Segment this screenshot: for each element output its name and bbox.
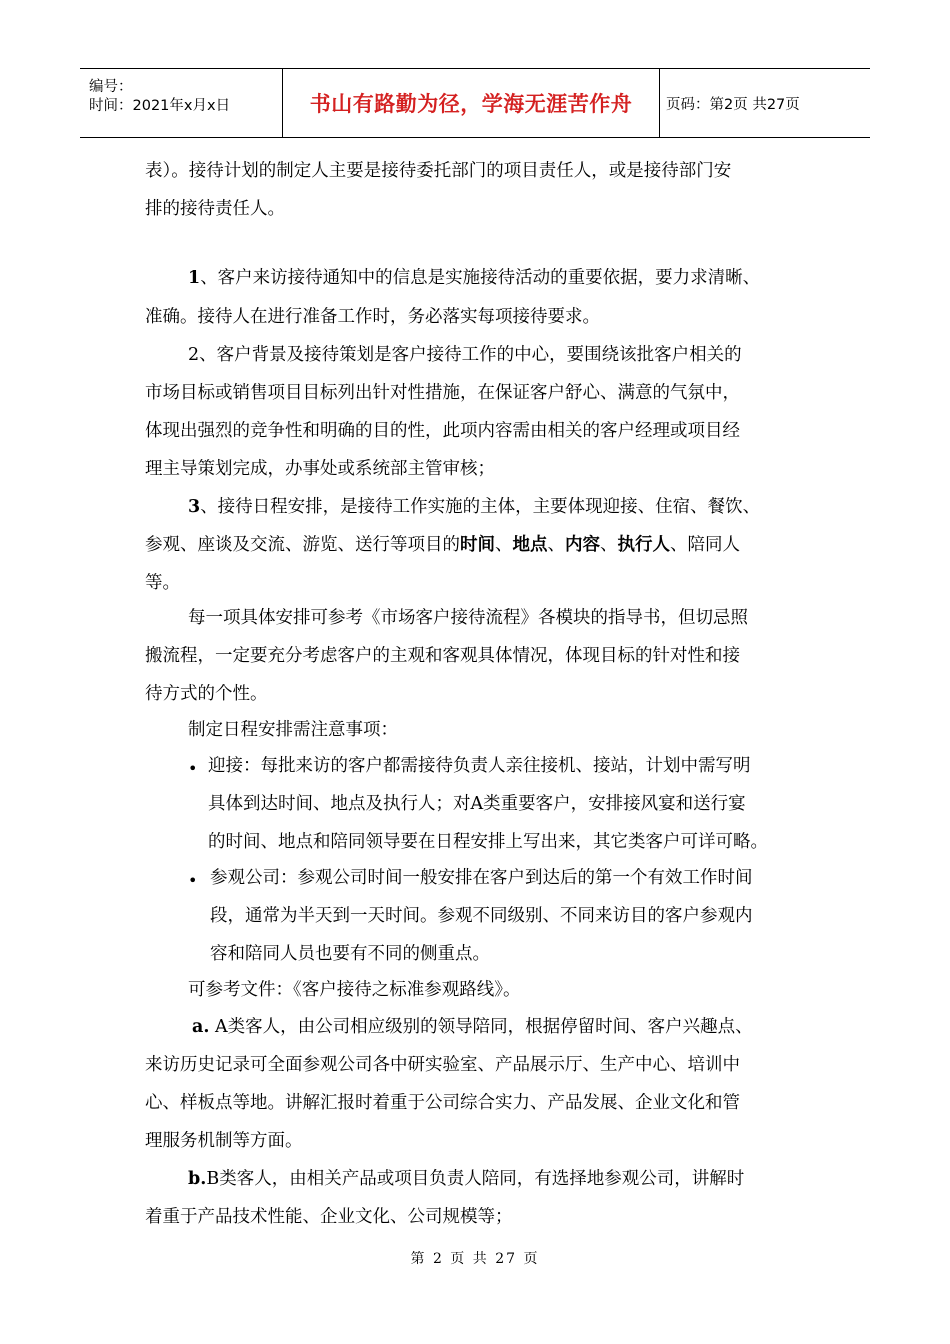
body-line: 等。: [145, 573, 180, 593]
body-line: 表）。接待计划的制定人主要是接待委托部门的项目责任人，或是接待部门安: [145, 161, 732, 181]
bullet-icon: •: [188, 871, 198, 890]
body-line: 待方式的个性。: [145, 684, 268, 704]
bullet1-line: 具体到达时间、地点及执行人；对A类重要客户，安排接风宴和送行宴: [208, 794, 746, 814]
doc-number-label: 编号：: [89, 79, 133, 95]
class-b-line: b.B类客人，由相关产品或项目负责人陪同，有选择地参观公司，讲解时: [188, 1169, 745, 1189]
header-meta-cell: [80, 69, 283, 137]
bullet1-line: 的时间、地点和陪同领导要在日程安排上写出来，其它类客户可详可略。: [208, 832, 768, 852]
class-a-label: a.: [192, 1017, 210, 1037]
item1-line: 1、客户来访接待通知中的信息是实施接待活动的重要依据，要力求清晰、: [188, 268, 761, 288]
item2-line: 2、客户背景及接待策划是客户接待工作的中心，要围绕该批客户相关的: [188, 345, 742, 365]
bullet2-line: 参观公司：参观公司时间一般安排在客户到达后的第一个有效工作时间: [210, 868, 753, 888]
page-footer: 第 2 页 共 27 页: [410, 1251, 540, 1267]
item1-number: 1: [188, 268, 201, 288]
keyword-place: 地点: [512, 535, 548, 555]
page-header: [80, 68, 870, 138]
body-line: 理服务机制等方面。: [145, 1131, 303, 1151]
header-page-info: 页码：第2页 共27页: [666, 96, 800, 113]
class-a-line: a. A类客人，由公司相应级别的领导陪同，根据停留时间、客户兴趣点、: [192, 1017, 753, 1037]
class-b-label: b.: [188, 1169, 207, 1189]
bullet2-line: 容和陪同人员也要有不同的侧重点。: [210, 944, 490, 964]
body-line: 着重于产品技术性能、企业文化、公司规模等；: [145, 1207, 513, 1227]
bullet-icon: •: [188, 759, 198, 778]
body-line: 心、样板点等地。讲解汇报时着重于公司综合实力、产品发展、企业文化和管: [145, 1093, 740, 1113]
body-line: 市场目标或销售项目目标列出针对性措施，在保证客户舒心、满意的气氛中，: [145, 383, 740, 403]
bullet1-line: 迎接：每批来访的客户都需接待负责人亲往接机、接站，计划中需写明: [208, 756, 751, 776]
notes-title: 制定日程安排需注意事项：: [188, 720, 398, 740]
doc-date-label: 时间：2021年x月x日: [89, 98, 231, 114]
motto-text: 书山有路勤为径，学海无涯苦作舟: [309, 92, 633, 116]
header-page-cell: [660, 69, 870, 137]
keyword-content: 内容: [565, 535, 600, 555]
body-line: 理主导策划完成，办事处或系统部主管审核；: [145, 459, 495, 479]
keyword-executor: 执行人: [617, 535, 670, 555]
body-line: 排的接待责任人。: [145, 199, 285, 219]
reference-line: 可参考文件：《客户接待之标准参观路线》。: [188, 980, 521, 1000]
keyword-time: 时间: [460, 535, 495, 555]
header-motto-cell: [283, 69, 660, 137]
body-line: 搬流程，一定要充分考虑客户的主观和客观具体情况，体现目标的针对性和接: [145, 646, 740, 666]
body-line: 体现出强烈的竞争性和明确的目的性，此项内容需由相关的客户经理或项目经: [145, 421, 740, 441]
bullet2-line: 段，通常为半天到一天时间。参观不同级别、不同来访目的客户参观内: [210, 906, 753, 926]
body-line: 来访历史记录可全面参观公司各中研实验室、产品展示厅、生产中心、培训中: [145, 1055, 740, 1075]
item3-keywords-line: 参观、座谈及交流、游览、送行等项目的时间、地点、内容、执行人、陪同人: [145, 535, 740, 555]
item3-number: 3: [188, 497, 201, 517]
item3-line: 3、接待日程安排，是接待工作实施的主体，主要体现迎接、住宿、餐饮、: [188, 497, 761, 517]
body-line: 每一项具体安排可参考《市场客户接待流程》各模块的指导书，但切忌照: [188, 608, 748, 628]
body-line: 准确。接待人在进行准备工作时，务必落实每项接待要求。: [145, 307, 600, 327]
